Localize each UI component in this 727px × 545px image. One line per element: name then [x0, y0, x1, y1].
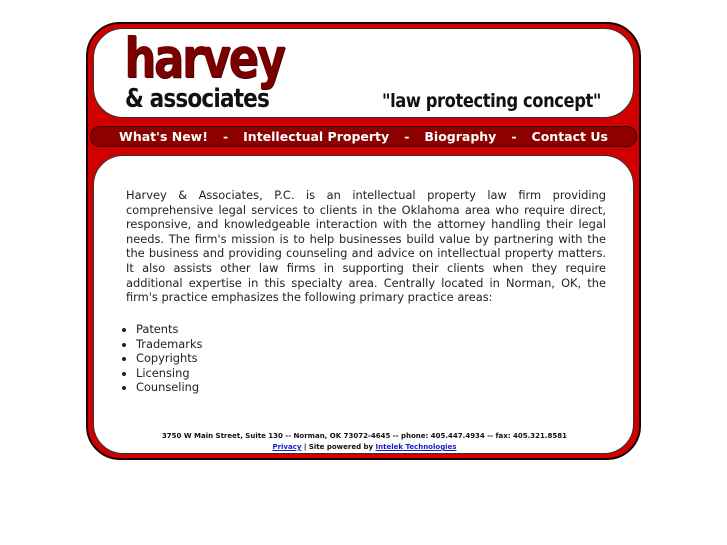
header-panel [93, 28, 634, 118]
list-item: • Patents [136, 322, 202, 337]
footer-address: 3750 W Main Street, Suite 130 -- Norman, OK 73072-4645 -- phone: 405.447.4934 -- fax: 405.321.8581 [161, 432, 568, 440]
nav-separator: - [404, 129, 410, 144]
nav-biography[interactable]: Biography [424, 129, 497, 144]
logo-harvey[interactable]: harvey [124, 26, 284, 90]
nav-intellectual-property[interactable]: Intellectual Property [243, 129, 390, 144]
main-nav [90, 126, 637, 147]
privacy-link[interactable]: Privacy [272, 443, 302, 451]
list-item: • Licensing [136, 366, 202, 381]
practice-areas-list [124, 322, 202, 395]
nav-whats-new[interactable]: What's New! [119, 129, 208, 144]
footer [94, 431, 635, 453]
list-item: • Counseling [136, 380, 202, 395]
credit-text: | Site powered by [301, 443, 376, 451]
nav-contact-us[interactable]: Contact Us [531, 129, 608, 144]
site-frame [86, 22, 641, 460]
nav-separator: - [222, 129, 229, 144]
nav-separator: - [511, 129, 517, 144]
logo-associates[interactable]: & associates [125, 84, 270, 114]
footer-links [94, 442, 635, 453]
tagline: "law protecting concept" [382, 90, 601, 112]
list-item: • Copyrights [136, 351, 202, 366]
intelek-link[interactable]: Intelek Technologies [375, 443, 457, 451]
intro-paragraph: Harvey & Associates, P.C. is an intellectual property law firm providing comprehensive legal services to clients in the Oklahoma area who require direct, responsive, and knowledgeable interaction with the attorney handling their legal needs. The firm's mission is to help businesses build value by partnering with the the business and providing counseling and advice on intellectual property matters. It also assists other law firms in supporting their clients when they require additional expertise in this specialty area. Centrally located in Norman, OK, the firm's practice emphasizes the following primary practice areas: [126, 188, 606, 305]
list-item: • Trademarks [136, 337, 202, 352]
content-panel [93, 155, 634, 454]
